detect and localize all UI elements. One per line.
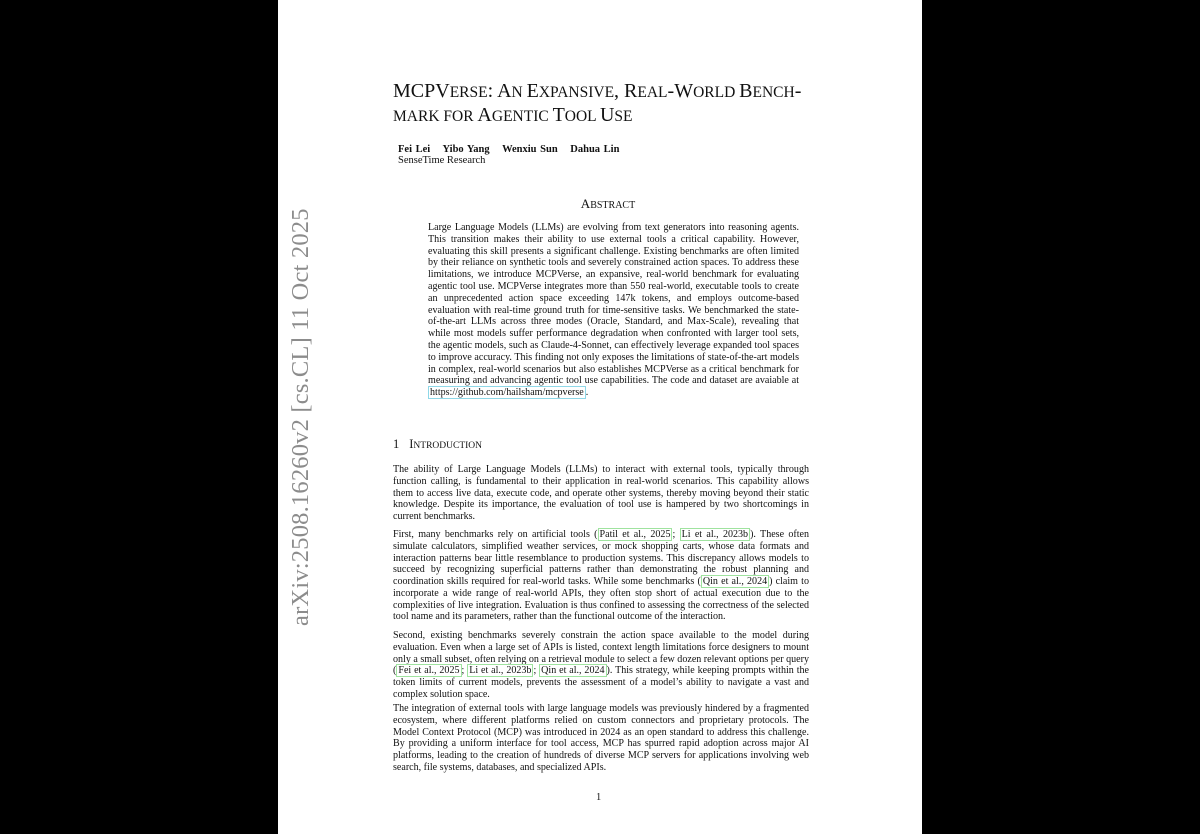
paragraph-3: Second, existing benchmarks severely constrain the action space available to the model during evaluation. Even when a large set of APIs is listed, context length limitations force designers to mount only a small subset, often relying on a retrieval module to select a few dozen relevant options per query ( Fei et al., 2025 ; Li et al., 2023b ; Qin et al., 2024 ). This strategy, while keeping prompts within the token limits of current models, prevents the assessment of a model’s ability to navigate a vast and complex solution space. — [393, 630, 809, 700]
citation-link[interactable]: Li et al., 2023b — [681, 529, 749, 540]
citation-link[interactable]: Fei et al., 2025 — [398, 665, 460, 677]
abstract-text: Large Language Models (LLMs) are evolving from text generators into reasoning agents. This transition makes their ability to use external tools a critical capability. However, evaluating this skill presents a significant challenge. Existing benchmarks are often limited by their reliance on synthetic tools and severely constrained action spaces. To address these limitations, we introduce MCPVerse, an expansive, real-world benchmark for evaluating agentic tool use. MCPVerse integrates more than 550 real-world, executable tools to create an unprecedented action space exceeding 147k tokens, and employs outcome-based evaluation with real-time ground truth for time-sensitive tasks. We benchmarked the state-of-the-art LLMs across three modes (Oracle, Standard, and Max-Scale), revealing that while most models suffer performance degradation when confronted with larger tool sets, the agentic models, such as Claude-4-Sonnet, can effectively leverage expanded tool spaces to improve accuracy. This finding not only exposes the limitations of state-of-the-art models in complex, real-world scenarios but also establishes MCPVerse as a critical benchmark for measuring and advancing agentic tool use capabilities. The code and dataset are avaiable at https://github.com/hailsham/mcpverse . — [428, 222, 799, 399]
citation-link[interactable]: Li et al., 2023b — [469, 665, 532, 677]
citation-link[interactable]: Qin et al., 2024 — [541, 665, 605, 677]
abstract-heading: ABSTRACT — [580, 196, 636, 211]
github-link[interactable]: https://github.com/hailsham/mcpverse — [430, 387, 584, 399]
author-name: Yibo Yang — [442, 144, 490, 155]
author-name: Fei Lei — [398, 144, 431, 155]
paper-title: MCPVERSE: AN EXPANSIVE, REAL-WORLD BENCH- MARK FOR AGENTIC TOOL USE — [393, 80, 802, 126]
author-name: Dahua Lin — [570, 144, 620, 155]
paragraph-4: The integration of external tools with large language models was previously hindered by a fragmented ecosystem, where different platforms relied on custom connectors and proprietary protocols. The Model Context Protocol (MCP) was introduced in 2024 as an open standard to address this challenge. By providing a uniform interface for tool access, MCP has spurred rapid adoption across major AI platforms, leading to the creation of hundreds of diverse MCP servers for applications involving web search, file systems, databases, and specialized APIs. — [393, 703, 809, 773]
arxiv-side-label: arXiv:2508.16260v2 [cs.CL] 11 Oct 2025 — [287, 208, 314, 626]
author-list — [398, 144, 628, 155]
citation-link[interactable]: Qin et al., 2024 — [702, 576, 768, 587]
affiliation: SenseTime Research — [398, 155, 486, 166]
section-heading: 1 INTRODUCTION — [393, 437, 483, 451]
author-name: Wenxiu Sun — [502, 144, 558, 155]
paragraph-1: The ability of Large Language Models (LLMs) to interact with external tools, typically through function calling, is fundamental to their application in real-world scenarios. This capability allows them to access live data, execute code, and operate other systems, thereby moving beyond their static knowledge. Despite its importance, the evaluation of tool use is hampered by two shortcomings in current benchmarks. — [393, 464, 809, 522]
citation-link[interactable]: Patil et al., 2025 — [599, 529, 671, 540]
paragraph-2: First, many benchmarks rely on artificial tools ( Patil et al., 2025 ; Li et al., 2023b ). These often simulate calculators, simplified weather services, or mock shopping carts, whose data formats and interaction patterns bear little resemblance to production systems. This discrepancy allows models to succeed by recognizing superficial patterns rather than demonstrating the robust planning and coordination skills required for real-world tasks. While some benchmarks ( Qin et al., 2024 ) claim to incorporate a wide range of real-world APIs, they often stop short of actual execution due to the complexities of live integration. Evaluation is thus confined to assessing the correctness of the selected tool name and its parameters, rather than the functional outcome of the interaction. — [393, 529, 809, 623]
page-number: 1 — [596, 792, 602, 803]
